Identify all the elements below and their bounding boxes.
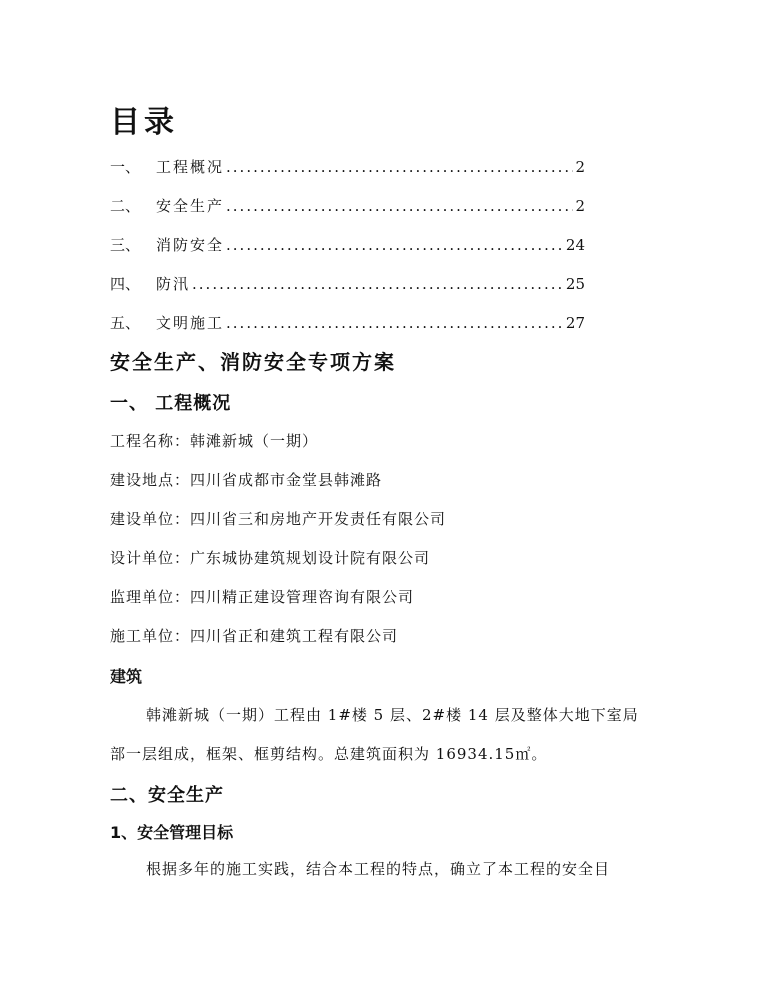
sub-heading-safety-goals: 1、安全管理目标: [110, 823, 234, 842]
toc-leader-dots: [192, 275, 564, 293]
toc-item-number: 一、: [110, 158, 141, 176]
toc-item-label: 工程概况: [156, 158, 225, 176]
toc-item[interactable]: [110, 312, 585, 334]
toc-leader-dots: [226, 236, 564, 254]
toc-item-number: 五、: [110, 314, 141, 332]
toc-leader-dots: [226, 314, 564, 332]
toc-item-number: 二、: [110, 197, 141, 215]
toc-item-label: 安全生产: [156, 197, 225, 215]
sub-heading-building: 建筑: [110, 667, 143, 686]
toc-title: 目录: [110, 105, 178, 140]
toc-item-page: 24: [565, 236, 585, 254]
toc-item[interactable]: [110, 234, 585, 256]
section-heading-overview: 一、 工程概况: [110, 393, 232, 414]
toc-item-page: 27: [565, 314, 585, 332]
toc-leader-dots: [226, 158, 573, 176]
toc-item-number: 四、: [110, 275, 141, 293]
toc-item-label: 消防安全: [156, 236, 225, 254]
toc-item[interactable]: [110, 273, 585, 295]
info-location: 建设地点：四川省成都市金堂县韩滩路: [110, 471, 383, 489]
document-title: 安全生产、消防安全专项方案: [110, 350, 396, 374]
toc-item-label: 文明施工: [156, 314, 225, 332]
toc-item-page: 2: [575, 158, 585, 176]
building-paragraph-line: 部一层组成，框架、框剪结构。总建筑面积为 16934.15㎡。: [110, 745, 548, 763]
toc-item-page: 25: [565, 275, 585, 293]
building-paragraph-line: 韩滩新城（一期）工程由 1#楼 5 层、2#楼 14 层及整体大地下室局: [146, 706, 639, 724]
toc-item[interactable]: [110, 195, 585, 217]
toc-item-label: 防汛: [156, 275, 191, 293]
toc-item[interactable]: [110, 156, 585, 178]
toc-item-page: 2: [575, 197, 585, 215]
info-project-name: 工程名称：韩滩新城（一期）: [110, 432, 319, 450]
info-contractor: 施工单位：四川省正和建筑工程有限公司: [110, 627, 399, 645]
info-developer: 建设单位：四川省三和房地产开发责任有限公司: [110, 510, 447, 528]
section-heading-safety: 二、安全生产: [110, 785, 224, 806]
toc-leader-dots: [226, 197, 573, 215]
info-designer: 设计单位：广东城协建筑规划设计院有限公司: [110, 549, 431, 567]
safety-paragraph-line: 根据多年的施工实践，结合本工程的特点，确立了本工程的安全目: [146, 860, 611, 878]
info-supervisor: 监理单位：四川精正建设管理咨询有限公司: [110, 588, 415, 606]
toc-item-number: 三、: [110, 236, 141, 254]
